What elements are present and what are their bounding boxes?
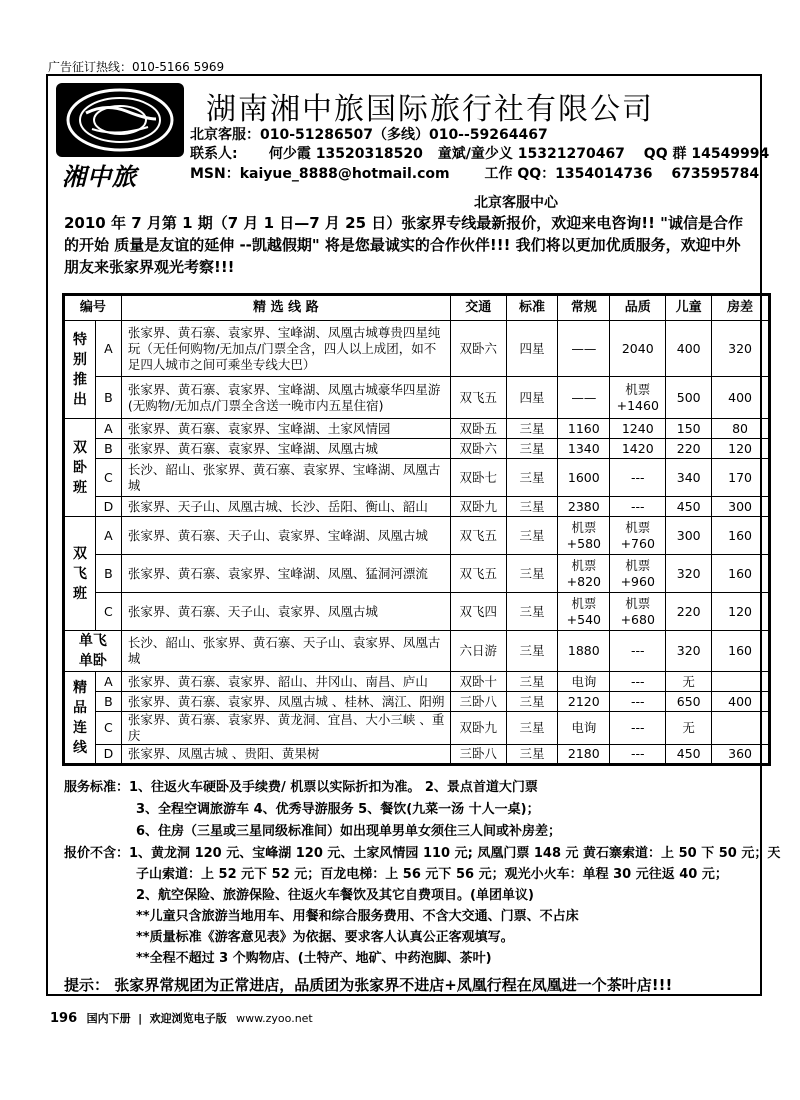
group-label-char: 双 xyxy=(72,545,87,562)
globe-icon xyxy=(56,83,184,157)
group-label-char: 单飞 xyxy=(78,633,107,649)
cell-route: 张家界、黄石寨、天子山、袁家界、凤凰古城 xyxy=(121,593,450,631)
ad-hotline: 广告征订热线：010-5166 5969 xyxy=(48,60,225,74)
table-row xyxy=(64,745,770,765)
cell-transport: 双卧六 xyxy=(450,439,506,459)
note-quality: **质量标准《游客意见表》为依据、要求客人认真公正客观填写。 xyxy=(136,930,514,945)
cell-room: 160 xyxy=(712,517,770,555)
cell-route: 张家界、黄石寨、天子山、袁家界、宝峰湖、凤凰古城 xyxy=(121,517,450,555)
cell-transport: 双飞五 xyxy=(450,377,506,419)
table-row xyxy=(64,593,770,631)
cell-std: 三星 xyxy=(506,672,558,692)
qq-group: QQ 群 14549994 xyxy=(643,146,770,162)
header-transport: 交通 xyxy=(450,295,506,321)
cell-quality: --- xyxy=(610,672,666,692)
table-row xyxy=(64,459,770,497)
cell-quality: 机票 +680 xyxy=(610,593,666,631)
cell-room: 400 xyxy=(712,377,770,419)
group-label-char: 卧 xyxy=(72,459,87,476)
cell-quality: --- xyxy=(610,497,666,517)
cell-regular: 2180 xyxy=(558,745,610,765)
cell-route: 张家界、黄石寨、袁家界、宝峰湖、凤凰、猛洞河漂流 xyxy=(121,555,450,593)
contacts-label: 联系人: xyxy=(190,146,238,162)
company-logo xyxy=(56,83,184,191)
excluded-line-2: 子山索道：上 52 元下 52 元；百龙电梯：上 56 元下 56 元；观光小火车：单程 30 元往返 40 元； xyxy=(136,867,728,882)
footer-slogan: 欢迎浏览电子版 xyxy=(149,1012,227,1025)
cell-std: 三星 xyxy=(506,459,558,497)
excluded-line-3: 2、航空保险、旅游保险、往返火车餐饮及其它自费项目。(单团单议) xyxy=(136,888,534,903)
cell-room: 80 xyxy=(712,419,770,439)
header-code: 编号 xyxy=(64,295,122,321)
group-label xyxy=(64,672,96,765)
msn-line xyxy=(190,163,759,183)
cell-code: B xyxy=(95,692,121,712)
cell-std: 三星 xyxy=(506,497,558,517)
cell-transport: 三卧八 xyxy=(450,692,506,712)
group-label xyxy=(64,631,122,672)
cell-child: 400 xyxy=(666,321,712,377)
header-child: 儿童 xyxy=(666,295,712,321)
cell-regular: 1880 xyxy=(558,631,610,672)
table-row xyxy=(64,555,770,593)
work-qq-2: 673595784 xyxy=(671,166,760,182)
cell-regular: 2120 xyxy=(558,692,610,712)
cell-quality: 机票 +960 xyxy=(610,555,666,593)
group-label-char: 品 xyxy=(72,699,87,716)
cell-code: D xyxy=(95,745,121,765)
group-label-char: 飞 xyxy=(72,565,87,582)
cell-route: 张家界、黄石寨、袁家界、黄龙洞、宜昌、大小三峡 、重庆 xyxy=(121,712,450,745)
cell-std: 三星 xyxy=(506,419,558,439)
work-qq: 工作 QQ：1354014736 xyxy=(484,166,653,182)
cell-regular: 电询 xyxy=(558,712,610,745)
cell-code: C xyxy=(95,712,121,745)
table-row xyxy=(64,631,770,672)
cell-route: 张家界、凤凰古城 、贵阳、黄果树 xyxy=(121,745,450,765)
cell-transport: 双卧九 xyxy=(450,497,506,517)
cell-transport: 双飞五 xyxy=(450,555,506,593)
cell-code: B xyxy=(95,377,121,419)
cell-transport: 六日游 xyxy=(450,631,506,672)
footer xyxy=(50,1010,313,1026)
table-row xyxy=(64,321,770,377)
service-center: 北京客服中心 xyxy=(474,195,558,211)
cell-quality: --- xyxy=(610,712,666,745)
cell-route: 张家界、黄石寨、袁家界、宝峰湖、凤凰古城尊贵四星纯玩（无任何购物/无加点/门票全含，四人以上成团，如不足四人城市之间可乘坐专线大巴） xyxy=(121,321,450,377)
logo-text: 湘中旅 xyxy=(62,162,137,191)
cell-code: C xyxy=(95,459,121,497)
header-standard: 标准 xyxy=(506,295,558,321)
cell-code: A xyxy=(95,419,121,439)
tour-price-table xyxy=(62,293,771,766)
cell-regular: 机票 +580 xyxy=(558,517,610,555)
cell-std: 三星 xyxy=(506,692,558,712)
cell-child: 500 xyxy=(666,377,712,419)
group-label-char: 班 xyxy=(72,585,87,602)
group-label-char: 出 xyxy=(72,391,87,408)
header-regular: 常规 xyxy=(558,295,610,321)
cell-room: 120 xyxy=(712,593,770,631)
group-label-char: 推 xyxy=(72,371,87,388)
table-row xyxy=(64,419,770,439)
cell-route: 长沙、韶山、张家界、黄石寨、天子山、袁家界、凤凰古城 xyxy=(121,631,450,672)
table-row xyxy=(64,672,770,692)
cell-route: 张家界、天子山、凤凰古城、长沙、岳阳、衡山、韶山 xyxy=(121,497,450,517)
cell-transport: 三卧八 xyxy=(450,745,506,765)
cell-std: 三星 xyxy=(506,593,558,631)
group-label-char: 双 xyxy=(72,439,87,456)
footer-url[interactable]: www.zyoo.net xyxy=(236,1012,313,1025)
group-label-char: 别 xyxy=(72,351,87,368)
cell-code: A xyxy=(95,321,121,377)
beijing-service-line: 北京客服：010-51286507（多线）010--59264467 xyxy=(190,127,548,143)
group-label-char: 线 xyxy=(72,739,87,756)
cell-code: A xyxy=(95,517,121,555)
table-row xyxy=(64,377,770,419)
cell-route: 长沙、韶山、张家界、黄石寨、袁家界、宝峰湖、凤凰古城 xyxy=(121,459,450,497)
cell-transport: 双飞五 xyxy=(450,517,506,555)
cell-child: 650 xyxy=(666,692,712,712)
cell-child: 无 xyxy=(666,672,712,692)
cell-code: B xyxy=(95,439,121,459)
excluded-line-1: 报价不含：1、黄龙洞 120 元、宝峰湖 120 元、土家风情园 110 元; 凤凰门票 148 元 黄石寨索道：上 50 下 50 元；天 xyxy=(64,846,781,861)
cell-quality: --- xyxy=(610,692,666,712)
group-label-char: 单卧 xyxy=(78,653,107,669)
cell-transport: 双卧十 xyxy=(450,672,506,692)
cell-quality: 2040 xyxy=(610,321,666,377)
cell-transport: 双卧七 xyxy=(450,459,506,497)
cell-child: 220 xyxy=(666,439,712,459)
cell-std: 四星 xyxy=(506,321,558,377)
group-label-char: 精 xyxy=(72,679,87,696)
cell-regular: 机票 +820 xyxy=(558,555,610,593)
table-row xyxy=(64,517,770,555)
cell-quality: --- xyxy=(610,745,666,765)
cell-transport: 双飞四 xyxy=(450,593,506,631)
intro-paragraph: 2010 年 7 月第 1 期（7 月 1 日—7 月 25 日）张家界专线最新报价，欢迎来电咨询!! "诚信是合作的开始 质量是友谊的延伸 --凯越假期" 将是您最诚实的合作伙伴!!! 我们将以更加优质服务，欢迎中外朋友来张家界观光考察!!! xyxy=(64,214,743,276)
cell-child: 320 xyxy=(666,555,712,593)
cell-regular: 1160 xyxy=(558,419,610,439)
footer-divider: | xyxy=(138,1012,143,1025)
table-row xyxy=(64,712,770,745)
table-row xyxy=(64,439,770,459)
cell-code: D xyxy=(95,497,121,517)
header-quality: 品质 xyxy=(610,295,666,321)
cell-room: 400 xyxy=(712,692,770,712)
group-label-char: 连 xyxy=(72,719,87,736)
group-label-char: 特 xyxy=(72,331,87,348)
cell-room xyxy=(712,672,770,692)
company-name: 湖南湘中旅国际旅行社有限公司 xyxy=(206,92,654,127)
table-header-row xyxy=(64,295,770,321)
cell-regular: —— xyxy=(558,321,610,377)
page-number: 196 xyxy=(50,1011,78,1026)
cell-child: 300 xyxy=(666,517,712,555)
note-child: **儿童只含旅游当地用车、用餐和综合服务费用、不含大交通、门票、不占床 xyxy=(136,909,579,924)
cell-child: 无 xyxy=(666,712,712,745)
note-shopping: **全程不超过 3 个购物店、(土特产、地矿、中药泡脚、茶叶) xyxy=(136,951,492,966)
contacts-line xyxy=(190,143,769,163)
group-label xyxy=(64,419,96,517)
cell-transport: 双卧九 xyxy=(450,712,506,745)
cell-quality: --- xyxy=(610,459,666,497)
cell-regular: —— xyxy=(558,377,610,419)
cell-child: 450 xyxy=(666,745,712,765)
group-label xyxy=(64,321,96,419)
service-line-1: 服务标准：1、往返火车硬卧及手续费/ 机票以实际折扣为准。 2、景点首道大门票 xyxy=(64,780,538,795)
cell-quality: 机票 +760 xyxy=(610,517,666,555)
cell-transport: 双卧五 xyxy=(450,419,506,439)
section-label: 国内下册 xyxy=(86,1012,131,1025)
cell-std: 四星 xyxy=(506,377,558,419)
group-label xyxy=(64,517,96,631)
cell-route: 张家界、黄石寨、袁家界、凤凰古城 、桂林、漓江、阳朔 xyxy=(121,692,450,712)
cell-std: 三星 xyxy=(506,517,558,555)
cell-regular: 电询 xyxy=(558,672,610,692)
cell-transport: 双卧六 xyxy=(450,321,506,377)
cell-regular: 1600 xyxy=(558,459,610,497)
cell-route: 张家界、黄石寨、袁家界、韶山、井冈山、南昌、庐山 xyxy=(121,672,450,692)
cell-child: 320 xyxy=(666,631,712,672)
cell-route: 张家界、黄石寨、袁家界、宝峰湖、凤凰古城豪华四星游(无购物/无加点/门票全含送一晚市内五星住宿) xyxy=(121,377,450,419)
cell-room: 320 xyxy=(712,321,770,377)
cell-std: 三星 xyxy=(506,745,558,765)
service-line-2: 3、全程空调旅游车 4、优秀导游服务 5、餐饮(九菜一汤 十人一桌)； xyxy=(136,802,540,817)
cell-room xyxy=(712,712,770,745)
msn: MSN：kaiyue_8888@hotmail.com xyxy=(190,166,450,182)
cell-regular: 机票 +540 xyxy=(558,593,610,631)
cell-std: 三星 xyxy=(506,439,558,459)
cell-quality: 1420 xyxy=(610,439,666,459)
table-row xyxy=(64,692,770,712)
cell-child: 150 xyxy=(666,419,712,439)
cell-room: 360 xyxy=(712,745,770,765)
cell-quality: 1240 xyxy=(610,419,666,439)
cell-route: 张家界、黄石寨、袁家界、宝峰湖、凤凰古城 xyxy=(121,439,450,459)
cell-room: 120 xyxy=(712,439,770,459)
cell-std: 三星 xyxy=(506,555,558,593)
cell-regular: 1340 xyxy=(558,439,610,459)
group-label-char: 班 xyxy=(72,479,87,496)
tip-line: 提示： 张家界常规团为正常进店，品质团为张家界不进店+凤凰行程在凤凰进一个茶叶店!!! xyxy=(64,976,673,994)
cell-room: 300 xyxy=(712,497,770,517)
cell-code: C xyxy=(95,593,121,631)
service-line-3: 6、住房（三星或三星同级标准间）如出现单男单女须住三人间或补房差； xyxy=(136,824,562,839)
table-row xyxy=(64,497,770,517)
cell-room: 160 xyxy=(712,555,770,593)
cell-quality: --- xyxy=(610,631,666,672)
cell-code: A xyxy=(95,672,121,692)
cell-regular: 2380 xyxy=(558,497,610,517)
cell-child: 220 xyxy=(666,593,712,631)
cell-route: 张家界、黄石寨、袁家界、宝峰湖、土家风情园 xyxy=(121,419,450,439)
contact-1: 何少霞 13520318520 xyxy=(268,146,423,162)
header-route: 精 选 线 路 xyxy=(121,295,450,321)
cell-child: 450 xyxy=(666,497,712,517)
cell-quality: 机票 +1460 xyxy=(610,377,666,419)
contact-2: 童斌/童少义 15321270467 xyxy=(437,146,625,162)
cell-std: 三星 xyxy=(506,712,558,745)
cell-code: B xyxy=(95,555,121,593)
header-room-diff: 房差 xyxy=(712,295,770,321)
cell-child: 340 xyxy=(666,459,712,497)
cell-std: 三星 xyxy=(506,631,558,672)
cell-room: 170 xyxy=(712,459,770,497)
cell-room: 160 xyxy=(712,631,770,672)
